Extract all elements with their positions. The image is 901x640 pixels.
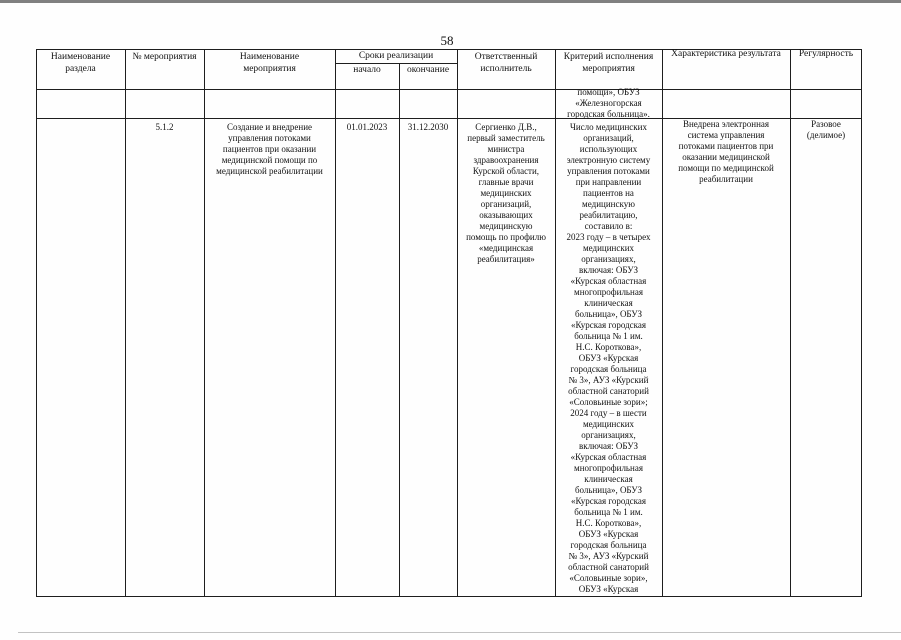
header-start-date: начало	[353, 65, 381, 75]
activity-table	[36, 49, 862, 597]
scan-edge-top	[0, 0, 901, 3]
cell-section-name	[36, 118, 125, 597]
cell-regularity	[790, 89, 862, 118]
cell-activity-name: Создание и внедрение управления потоками пациентов при оказании медицинской помощи по медицинской реабилитации	[216, 122, 323, 176]
cell-activity-number	[125, 89, 204, 118]
header-activity-number: № мероприятия	[132, 52, 197, 62]
cell-end-date	[399, 89, 457, 118]
cell-section-name	[36, 89, 125, 118]
header-regularity: Регулярность	[798, 49, 854, 59]
cell-criterion: Число медицинских организаций, использующих электронную систему управления потоками при направлении пациентов на медицинскую реабилитацию, составило в: 2023 году – в четырех медицинских организациях, включая: ОБУЗ «Курская областная многопрофильная клиническая больница», ОБУЗ «Курская городская больница № 1 им. Н.С. Короткова», ОБУЗ «Курская городская больница № 3», АУЗ «Курский областной санаторий «Соловьиные зори»; 2024 году – в шести медицинских организациях, включая: ОБУЗ «Курская областная многопрофильная клиническая больница», ОБУЗ «Курская городская больница № 1 им. Н.С. Короткова», ОБУЗ «Курская городская больница № 3», АУЗ «Курский областной санаторий «Соловьиные зори», ОБУЗ «Курская	[566, 122, 651, 594]
cell-result: Внедрена электронная система управления потоками пациентов при оказании медицинской помощи по медицинской реабилитации	[678, 119, 774, 184]
header-implementation-period: Сроки реализации	[358, 51, 434, 61]
table-header	[36, 49, 862, 89]
cell-responsible	[457, 89, 555, 118]
header-result: Характеристика результата	[671, 49, 781, 59]
cell-start-date	[335, 89, 399, 118]
header-responsible: Ответственный исполнитель	[474, 52, 538, 74]
cell-criterion: помощи», ОБУЗ «Железногорская городская больница».	[567, 87, 650, 119]
header-section-name: Наименование раздела	[50, 52, 111, 74]
header-end-date: окончание	[406, 65, 450, 75]
cell-result	[662, 89, 790, 118]
page-number: 58	[440, 33, 454, 48]
cell-end-date: 31.12.2030	[407, 122, 449, 132]
scan-edge-bottom	[18, 632, 901, 633]
cell-activity-name	[204, 89, 335, 118]
cell-start-date: 01.01.2023	[346, 122, 388, 132]
header-activity-name: Наименование мероприятия	[239, 52, 300, 74]
cell-regularity: Разовое (делимое)	[806, 119, 846, 140]
header-criterion: Критерий исполнения мероприятия	[563, 52, 654, 74]
table-row	[36, 89, 862, 118]
cell-activity-number: 5.1.2	[155, 122, 174, 132]
table-row	[36, 118, 862, 597]
cell-responsible: Сергиенко Д.В., первый заместитель министра здравоохранения Курской области, главные врачи медицинских организаций, оказывающих медицинскую помощь по профилю «медицинская реабилитация»	[466, 122, 546, 264]
